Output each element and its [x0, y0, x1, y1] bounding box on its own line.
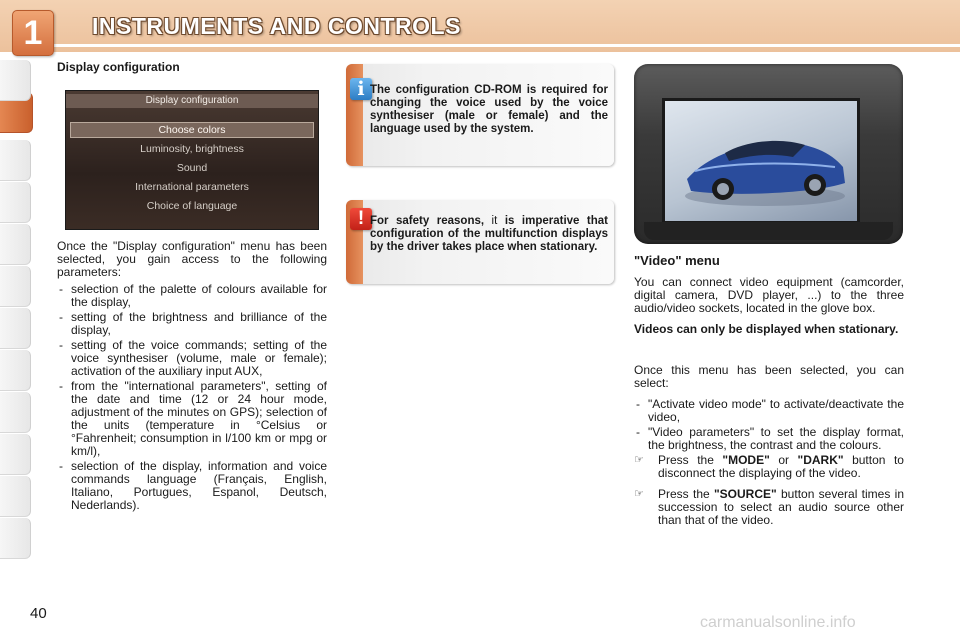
warning-note-text: [370, 215, 608, 254]
watermark: carmanualsonline.info: [700, 614, 856, 631]
source-button-label: "SOURCE": [713, 487, 777, 501]
page-number: 40: [30, 605, 47, 622]
chapter-tab-4[interactable]: [0, 224, 31, 265]
warning-note: [346, 200, 614, 284]
list-item: - "Activate video mode" to activate/deactivate the video,: [634, 398, 904, 424]
screen-item-choice-of-language[interactable]: Choice of language: [146, 200, 238, 212]
chapter-tab-2[interactable]: [0, 140, 31, 181]
video-select-intro: Once this menu has been selected, you can select:: [634, 363, 904, 390]
video-press-list: [634, 454, 904, 527]
list-item: - setting of the voice commands; setting of the voice synthesiser (volume, male or female); activation of the auxiliary input AUX,: [57, 339, 327, 378]
instr-text: button to disconnect the displaying of the video.: [658, 453, 904, 480]
instr-text: button several times in succession to select an audio source other than that of the video.: [658, 487, 904, 527]
screen-item-international-parameters[interactable]: International parameters: [135, 181, 249, 193]
info-note: [346, 64, 614, 166]
car-image: [665, 101, 857, 221]
display-screen: [662, 98, 860, 224]
instr-text: or: [769, 453, 798, 467]
chapter-number-badge: 1: [12, 10, 54, 56]
warning-icon: !: [350, 208, 372, 230]
display-bezel-bottom: [644, 222, 893, 240]
chapter-tab-6[interactable]: [0, 308, 31, 349]
list-item: - selection of the display, information and voice commands language (Français, English, Italiano, Portugues, Espanol, Deutsch, Nederlands).: [57, 460, 327, 512]
header-rule: [48, 44, 960, 47]
chapter-tab-7[interactable]: [0, 350, 31, 391]
list-item: - from the "international parameters", setting of the date and time (12 or 24 hour mode, adjustment of the minutes on GPS); selection of the units (temperature in °Celsius or °Fahrenheit; consumption in l/100 km or mpg or km/l),: [57, 380, 327, 458]
section-title-display-config: Display configuration: [57, 60, 180, 74]
mode-button-label: "MODE": [722, 453, 770, 467]
video-options-list: [634, 398, 904, 452]
display-config-text: [57, 240, 327, 514]
list-item: - setting of the brightness and brilliance of the display,: [57, 311, 327, 337]
instr-text: Press the: [658, 453, 723, 467]
chapter-tab-5[interactable]: [0, 266, 31, 307]
screen-item-choose-colors[interactable]: Choose colors: [70, 122, 314, 138]
chapter-tab-11[interactable]: [0, 518, 31, 559]
display-config-column: [57, 60, 327, 512]
screen-item-luminosity[interactable]: Luminosity, brightness: [140, 143, 244, 155]
chapter-tab-10[interactable]: [0, 476, 31, 517]
info-note-text: The configuration CD-ROM is required for changing the voice used by the voice synthesiser (male or female) and the language used by the system.: [370, 84, 608, 135]
dark-button-label: "DARK": [797, 453, 844, 467]
video-menu-column: [634, 253, 904, 535]
chapter-tab-0[interactable]: [0, 60, 31, 101]
instr-text: Press the: [658, 487, 714, 501]
page-title: INSTRUMENTS AND CONTROLS: [92, 13, 461, 39]
warning-text-bold-end: is imperative that configuration of the multifunction displays by the driver takes place when stationary.: [370, 215, 609, 253]
display-config-screen: [65, 90, 319, 230]
info-icon: i: [350, 78, 372, 100]
list-item: - selection of the palette of colours available for the display,: [57, 283, 327, 309]
chapter-tab-8[interactable]: [0, 392, 31, 433]
video-intro: You can connect video equipment (camcorder, digital camera, DVD player, ...) to the three audio/video sockets, located in the glove box.: [634, 275, 904, 315]
display-config-intro: Once the "Display configuration" menu has been selected, you gain access to the following parameters:: [57, 239, 327, 279]
screen-heading: Display configuration: [66, 94, 318, 108]
display-config-list: [57, 283, 327, 512]
video-menu-heading: "Video" menu: [634, 253, 720, 268]
video-stationary-note: Videos can only be displayed when stationary.: [634, 322, 899, 336]
press-mode-dark-instruction: [634, 454, 904, 480]
press-source-instruction: [634, 488, 904, 527]
chapter-tab-3[interactable]: [0, 182, 31, 223]
screen-item-sound[interactable]: Sound: [176, 162, 208, 174]
chapter-tab-strip: [0, 60, 34, 580]
list-item: - "Video parameters" to set the display format, the brightness, the contrast and the colours.: [634, 426, 904, 452]
multifunction-display-photo: [634, 64, 903, 244]
warning-text-bold-start: For safety reasons,: [370, 215, 485, 227]
chapter-tab-9[interactable]: [0, 434, 31, 475]
warning-text-mid: it: [484, 215, 505, 227]
